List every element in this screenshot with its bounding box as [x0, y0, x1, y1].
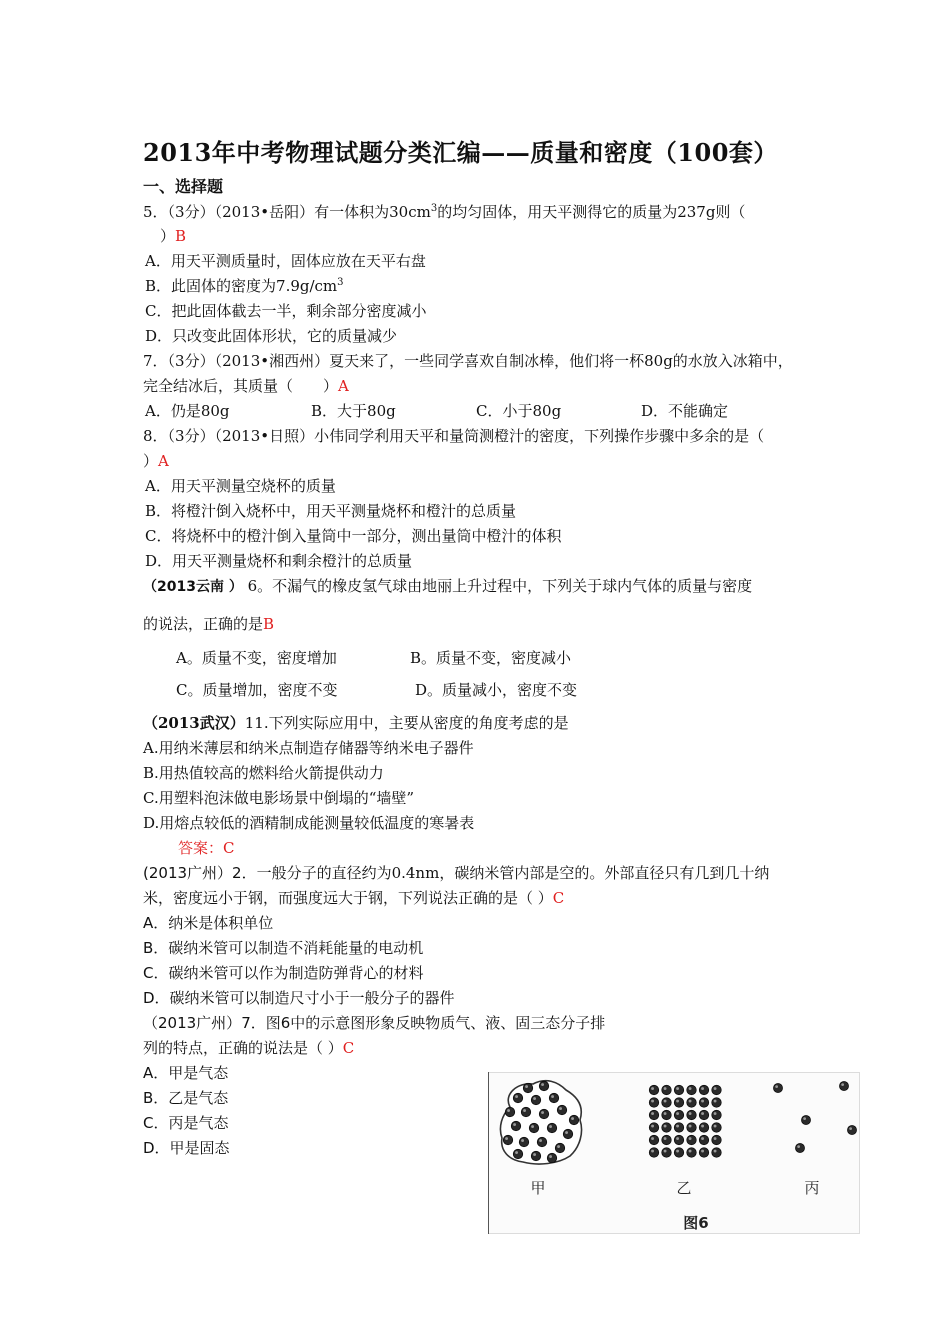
solid-molecule-highlight [689, 1150, 692, 1153]
liquid-molecule-highlight [533, 1097, 536, 1100]
liquid-molecule [539, 1081, 549, 1091]
solid-molecule [699, 1085, 709, 1095]
liquid-molecule [505, 1107, 515, 1117]
q11-answer: 答案：C [178, 839, 235, 857]
q7b-stem: （2013广州）7．图6中的示意图形象反映物质气、液、固三态分子排 [143, 1014, 606, 1032]
solid-molecule [662, 1085, 672, 1095]
q6-option-d: D。质量减小，密度不变 [415, 681, 578, 699]
label-jia: 甲 [530, 1179, 546, 1197]
solid-molecule-highlight [664, 1137, 667, 1140]
gas-molecule [773, 1083, 782, 1092]
solid-molecule-highlight [676, 1125, 679, 1128]
liquid-molecule-highlight [549, 1155, 552, 1158]
solid-molecule [712, 1085, 722, 1095]
solid-molecule-highlight [676, 1087, 679, 1090]
solid-molecule [662, 1123, 672, 1133]
solid-molecule [712, 1123, 722, 1133]
liquid-molecule-highlight [541, 1083, 544, 1086]
solid-molecule-highlight [714, 1100, 717, 1103]
liquid-molecule-highlight [505, 1137, 508, 1140]
solid-molecule [649, 1123, 659, 1133]
solid-molecule [712, 1110, 722, 1120]
gas-molecule [795, 1143, 804, 1152]
q11-stem: （2013武汉）11.下列实际应用中，主要从密度的角度考虑的是 [143, 714, 569, 732]
q5-option-d: D．只改变此固体形状，它的质量减少 [145, 327, 398, 345]
solid-molecule-highlight [664, 1087, 667, 1090]
liquid-molecule-highlight [557, 1145, 560, 1148]
solid-molecule [712, 1148, 722, 1158]
solid-molecule [674, 1123, 684, 1133]
liquid-molecule-highlight [513, 1123, 516, 1126]
q6-option-a: A。质量不变，密度增加 [176, 649, 337, 667]
q2-option-a: A．纳米是体积单位 [143, 914, 274, 932]
liquid-molecule-highlight [523, 1109, 526, 1112]
solid-molecule [649, 1098, 659, 1108]
solid-molecule [687, 1098, 697, 1108]
gas-molecule-highlight [803, 1117, 806, 1120]
q11-option-a: A.用纳米薄层和纳米点制造存储器等纳米电子器件 [143, 739, 474, 757]
q6-stem: （2013云南 ） 6。不漏气的橡皮氢气球由地丽上升过程中，下列关于球内气体的质量与密度 [143, 577, 753, 595]
gas-molecule-highlight [841, 1083, 844, 1086]
liquid-molecule [557, 1105, 567, 1115]
q2-answer: C [552, 889, 565, 907]
liquid-molecule [513, 1149, 523, 1159]
liquid-molecule [547, 1153, 557, 1163]
liquid-molecule-highlight [559, 1107, 562, 1110]
section-heading: 一、选择题 [143, 177, 224, 196]
solid-molecule-highlight [714, 1125, 717, 1128]
solid-molecule-highlight [701, 1150, 704, 1153]
solid-molecule-highlight [664, 1150, 667, 1153]
q7-stem: 7．（3分）（2013•湘西州）夏天来了，一些同学喜欢自制冰棒，他们将一杯80g的水放入冰箱中， [143, 352, 793, 370]
liquid-molecule-highlight [525, 1085, 528, 1088]
solid-molecule [649, 1135, 659, 1145]
solid-molecule-highlight [651, 1137, 654, 1140]
solid-molecule-highlight [701, 1100, 704, 1103]
solid-molecule [712, 1135, 722, 1145]
gas-molecule [839, 1081, 848, 1090]
liquid-molecule [531, 1151, 541, 1161]
solid-molecule [699, 1135, 709, 1145]
q7b-option-c: C．丙是气态 [143, 1114, 229, 1132]
liquid-molecule [511, 1121, 521, 1131]
solid-molecule [649, 1148, 659, 1158]
q7-option-a: A．仍是80g [145, 402, 230, 420]
liquid-molecule-highlight [571, 1117, 574, 1120]
solid-molecule-highlight [714, 1087, 717, 1090]
solid-molecule [662, 1110, 672, 1120]
label-yi: 乙 [676, 1179, 692, 1197]
q2-option-c: C．碳纳米管可以作为制造防弹背心的材料 [143, 964, 424, 982]
solid-molecule-highlight [651, 1100, 654, 1103]
solid-molecule [662, 1135, 672, 1145]
solid-molecule-highlight [689, 1087, 692, 1090]
q5-stem-end: ）B [160, 227, 187, 245]
solid-molecule-highlight [651, 1150, 654, 1153]
liquid-molecule-highlight [521, 1139, 524, 1142]
solid-molecule-highlight [689, 1125, 692, 1128]
solid-molecule-highlight [664, 1112, 667, 1115]
solid-molecule-highlight [676, 1137, 679, 1140]
liquid-molecule [537, 1137, 547, 1147]
solid-molecule [687, 1135, 697, 1145]
figure-6 [488, 1072, 860, 1234]
q11-option-c: C.用塑料泡沫做电影场景中倒塌的“墙壁” [143, 789, 415, 807]
q5-answer: B [175, 227, 187, 245]
liquid-molecule [555, 1143, 565, 1153]
solid-molecule-highlight [651, 1087, 654, 1090]
q7b-answer: C [342, 1039, 355, 1057]
liquid-molecule [523, 1083, 533, 1093]
liquid-molecule-highlight [515, 1151, 518, 1154]
q7-stem-2: 完全结冰后，其质量（ ）A [143, 377, 349, 395]
q5-option-c: C．把此固体截去一半，剩余部分密度减小 [145, 302, 427, 320]
q8-option-b: B．将橙汁倒入烧杯中，用天平测量烧杯和橙汁的总质量 [145, 502, 517, 520]
solid-molecule [662, 1098, 672, 1108]
q7-option-d: D．不能确定 [641, 402, 729, 420]
solid-molecule-highlight [651, 1125, 654, 1128]
solid-molecule-highlight [676, 1112, 679, 1115]
liquid-molecule-highlight [539, 1139, 542, 1142]
liquid-molecule-highlight [507, 1109, 510, 1112]
solid-molecule-highlight [689, 1112, 692, 1115]
solid-molecule-highlight [651, 1112, 654, 1115]
solid-molecule [699, 1123, 709, 1133]
q7-option-c: C．小于80g [476, 402, 562, 420]
q7-answer: A [338, 377, 349, 395]
liquid-molecule-highlight [515, 1095, 518, 1098]
q11-option-d: D.用熔点较低的酒精制成能测量较低温度的寒暑表 [143, 814, 475, 832]
q8-option-a: A．用天平测量空烧杯的质量 [145, 477, 336, 495]
gas-molecule-highlight [849, 1127, 852, 1130]
q6-option-c: C。质量增加，密度不变 [176, 681, 338, 699]
q5-option-a: A．用天平测质量时，固体应放在天平右盘 [145, 252, 426, 270]
solid-molecule [674, 1098, 684, 1108]
solid-molecule-highlight [701, 1125, 704, 1128]
q7b-stem-2: 列的特点，正确的说法是（ ）C [143, 1039, 355, 1057]
q2-stem-2: 米，密度远小于钢，而强度远大于钢，下列说法正确的是（ ）C [143, 889, 565, 907]
solid-molecule-highlight [701, 1112, 704, 1115]
solid-molecule-highlight [701, 1087, 704, 1090]
gas-molecule-highlight [797, 1145, 800, 1148]
q11-option-b: B.用热值较高的燃料给火箭提供动力 [143, 764, 384, 782]
liquid-molecule-highlight [549, 1125, 552, 1128]
solid-molecule [674, 1135, 684, 1145]
solid-molecule-highlight [714, 1137, 717, 1140]
solid-molecule [674, 1085, 684, 1095]
solid-molecule-highlight [676, 1150, 679, 1153]
solid-molecule-highlight [714, 1112, 717, 1115]
liquid-molecule [529, 1123, 539, 1133]
solid-molecule-highlight [689, 1100, 692, 1103]
liquid-molecule-highlight [565, 1131, 568, 1134]
solid-molecule [699, 1148, 709, 1158]
solid-molecule [699, 1098, 709, 1108]
liquid-molecule-highlight [531, 1125, 534, 1128]
liquid-molecule [539, 1109, 549, 1119]
solid-molecule-highlight [664, 1100, 667, 1103]
figure-caption: 图6 [683, 1214, 709, 1232]
solid-molecule [674, 1148, 684, 1158]
q5-stem: 5．（3分）（2013•岳阳）有一体积为$30cm^3$的均匀固体，用天平测得它的质量为237g则（ [143, 203, 746, 221]
solid-molecule [649, 1085, 659, 1095]
gas-molecule [801, 1115, 810, 1124]
q6-answer: B [263, 615, 275, 633]
q7-option-b: B．大于80g [311, 402, 396, 420]
solid-molecule [699, 1110, 709, 1120]
q5-option-b: B．此固体的密度为$7.9g/cm^3$ [145, 277, 344, 295]
q2-stem: (2013广州）2．一般分子的直径约为0.4nm，碳纳米管内部是空的。外部直径只有几到几十纳 [143, 864, 770, 882]
liquid-molecule [549, 1093, 559, 1103]
solid-molecule-highlight [676, 1100, 679, 1103]
liquid-molecule [503, 1135, 513, 1145]
liquid-molecule-highlight [551, 1095, 554, 1098]
q8-stem-2: ）A [143, 452, 169, 470]
liquid-molecule-highlight [541, 1111, 544, 1114]
page-title: 2013年中考物理试题分类汇编——质量和密度（100套） [143, 138, 778, 167]
solid-molecule-highlight [664, 1125, 667, 1128]
liquid-molecule-highlight [533, 1153, 536, 1156]
liquid-molecule [521, 1107, 531, 1117]
liquid-molecule [563, 1129, 573, 1139]
solid-molecule [687, 1123, 697, 1133]
liquid-molecule [531, 1095, 541, 1105]
q8-answer: A [158, 452, 169, 470]
q8-stem: 8．（3分）（2013•日照）小伟同学利用天平和量筒测橙汁的密度，下列操作步骤中多余的是（ [143, 427, 765, 445]
q2-option-d: D．碳纳米管可以制造尺寸小于一般分子的器件 [143, 989, 455, 1007]
solid-molecule [662, 1148, 672, 1158]
label-bing: 丙 [804, 1179, 820, 1197]
solid-molecule-highlight [689, 1137, 692, 1140]
q7b-option-b: B．乙是气态 [143, 1089, 229, 1107]
q6-stem-2: 的说法，正确的是B [143, 615, 275, 633]
liquid-molecule [547, 1123, 557, 1133]
gas-molecule-highlight [775, 1085, 778, 1088]
solid-molecule [674, 1110, 684, 1120]
solid-molecule [712, 1098, 722, 1108]
q8-option-d: D．用天平测量烧杯和剩余橙汁的总质量 [145, 552, 413, 570]
q2-option-b: B．碳纳米管可以制造不消耗能量的电动机 [143, 939, 424, 957]
q6-option-b: B。质量不变，密度减小 [410, 649, 572, 667]
solid-molecule-highlight [714, 1150, 717, 1153]
q7b-option-a: A．甲是气态 [143, 1064, 229, 1082]
solid-molecule [687, 1148, 697, 1158]
liquid-molecule [569, 1115, 579, 1125]
solid-molecule [687, 1085, 697, 1095]
gas-molecule [847, 1125, 856, 1134]
liquid-molecule [519, 1137, 529, 1147]
solid-molecule [649, 1110, 659, 1120]
liquid-molecule [513, 1093, 523, 1103]
q8-option-c: C．将烧杯中的橙汁倒入量筒中一部分，测出量筒中橙汁的体积 [145, 527, 562, 545]
solid-molecule-highlight [701, 1137, 704, 1140]
solid-molecule [687, 1110, 697, 1120]
q7b-option-d: D．甲是固态 [143, 1139, 230, 1157]
